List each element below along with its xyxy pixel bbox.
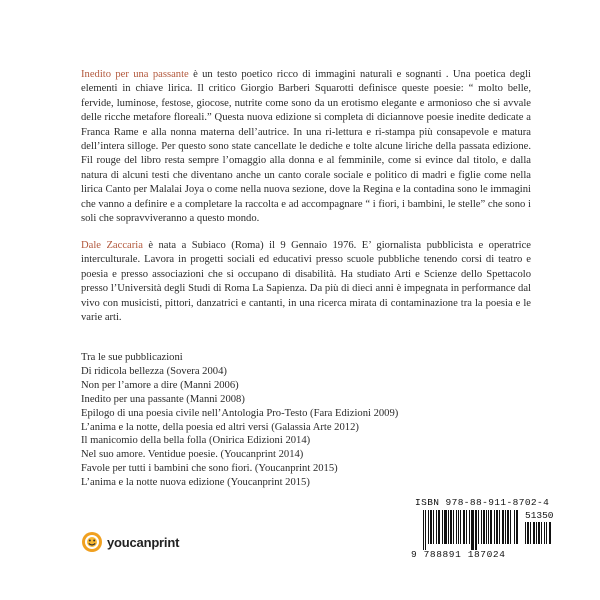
publisher-logo [81,530,179,554]
barcode-digits: 9 788891 187024 [411,549,506,560]
publication-item: Inedito per una passante (Manni 2008) [81,393,245,405]
publication-item: L’anima e la notte nuova edizione (Youcanprint 2015) [81,477,310,489]
addon-barcode [525,522,555,550]
price-code: 51350 [525,510,554,521]
publisher-name: youcanprint [107,534,180,550]
publication-item: L’anima e la notte, della poesia ed altri versi (Galassia Arte 2012) [81,421,359,433]
publication-item: Favole per tutti i bambini che sono fiori. (Youcanprint 2015) [81,463,338,475]
isbn-label: ISBN 978-88-911-8702-4 [415,497,550,508]
synopsis-paragraph [81,68,531,226]
synopsis-text: è un testo poetico ricco di immagini naturali e sognanti . Una poetica degli elementi in chiave lirica. Il critico Giorgio Barberi Squarotti definisce queste poesie: “ molto belle, fervide, luminose, festose, giocose, nutrite come sono da un erotismo elegante e armonioso che si avvale delle ricche metafore floreali.” Questa nuova edizione si completa di diciannove poesie inedite dedicate a Franca Rame e alla nonna materna dell’autrice. In una ri-lettura e ri-stampa più consapevole e matura dell’intera silloge. Per questo sono state cancellate le dediche e tolte alcune liriche della passata edizione. Fil rouge del libro resta sempre l’omaggio alla donna e al femminile, come si evince dal titolo, e dalla natura di alcuni testi che diventano anche un canto corale sociale e politico di madri e figlie come nella lirica Canto per Malalai Joya o come nella nuova sezione, dove la Regina e la contadina sono le immagini che vanno a definire e a completare la raccolta e ad accompagnare “ i fiori, i bambini, le stelle” che sono i soli che sopravviveranno a questo mondo. [81,69,531,225]
publication-item: Di ridicola bellezza (Sovera 2004) [81,365,227,377]
publication-item: Epilogo di una poesia civile nell’Antologia Pro-Testo (Fara Edizioni 2009) [81,407,399,419]
author-name-lead: Dale Zaccaria [81,240,143,251]
publications-list [81,351,501,490]
isbn-barcode-area [409,497,555,559]
book-title-lead: Inedito per una passante [81,69,189,80]
author-bio-paragraph [81,239,531,325]
ean-barcode [423,510,519,550]
publication-item: Non per l’amore a dire (Manni 2006) [81,379,239,391]
youcanprint-logo-icon [81,531,103,553]
author-bio-text: è nata a Subiaco (Roma) il 9 Gennaio 1976. E’ giornalista pubblicista e operatrice interculturale. Lavora in progetti sociali ed educativi presso scuole pubbliche tenendo corsi di teatro e poesia e presso associazioni che si occupano di disabilità. Ha studiato Arti e Scienze dello Spettacolo presso l’Università degli Studi di Roma La Sapienza. Da più di dieci anni è impegnata in performance dal vivo con musicisti, pittori, danzatrici e cantanti, in una ricerca mirata di contaminazione tra la poesia e le varie arti. [81,240,531,324]
publications-heading: Tra le sue pubblicazioni [81,352,183,363]
publication-item: Nel suo amore. Ventidue poesie. (Youcanprint 2014) [81,449,304,461]
publication-item: Il manicomio della bella folla (Onirica Edizioni 2014) [81,435,311,447]
